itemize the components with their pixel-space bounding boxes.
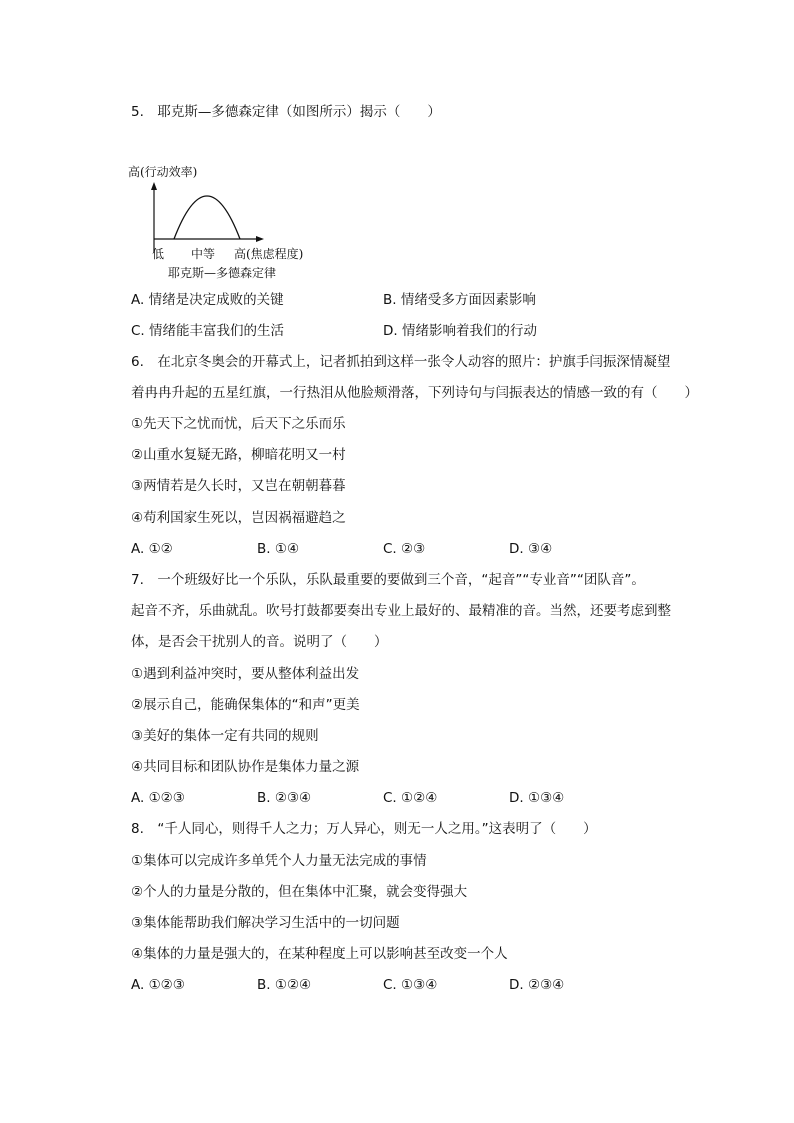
q6-option-d[interactable]: D. ③④ (509, 541, 553, 557)
q7-item-4: ④共同目标和团队协作是集体力量之源 (131, 759, 360, 775)
q7-option-a[interactable]: A. ①②③ (131, 790, 185, 806)
chart-x-label: 高(焦虑程度) (234, 247, 304, 261)
q8-item-2: ②个人的力量是分散的，但在集体中汇聚，就会变得强大 (131, 884, 468, 900)
q7-item-1: ①遇到利益冲突时，要从整体利益出发 (131, 666, 360, 682)
q7-option-b[interactable]: B. ②③④ (257, 790, 312, 806)
chart-x-tick-mid: 中等 (191, 247, 216, 261)
chart-y-arrow (151, 182, 157, 190)
q5-option-d[interactable]: D. 情绪影响着我们的行动 (383, 323, 537, 339)
q8-item-4: ④集体的力量是强大的，在某种程度上可以影响甚至改变一个人 (131, 946, 508, 962)
q8-option-b[interactable]: B. ①②④ (257, 977, 312, 993)
q6-stem-line-1: 6. 在北京冬奥会的开幕式上，记者抓拍到这样一张令人动容的照片：护旗手闫振深情凝望 (131, 354, 671, 370)
chart-y-label: 高(行动效率) (128, 165, 198, 179)
q7-option-c[interactable]: C. ①②④ (383, 790, 438, 806)
q8-item-1: ①集体可以完成许多单凭个人力量无法完成的事情 (131, 853, 427, 869)
q6-option-a[interactable]: A. ①② (131, 541, 173, 557)
chart-curve (174, 196, 240, 239)
q8-option-d[interactable]: D. ②③④ (509, 977, 565, 993)
q6-item-1: ①先天下之忧而忧，后天下之乐而乐 (131, 416, 346, 432)
q6-item-4: ④苟利国家生死以，岂因祸福避趋之 (131, 510, 346, 526)
q7-stem-line-1: 7. 一个班级好比一个乐队，乐队最重要的要做到三个音，“起音”“专业音”“团队音”。 (131, 572, 645, 588)
q7-stem-line-3: 体，是否会干扰别人的音。说明了（ ） (131, 634, 388, 650)
q7-item-2: ②展示自己，能确保集体的“和声”更美 (131, 697, 360, 713)
q8-option-c[interactable]: C. ①③④ (383, 977, 438, 993)
q5-option-b[interactable]: B. 情绪受多方面因素影响 (383, 292, 536, 308)
q7-stem-line-2: 起音不齐，乐曲就乱。吹号打鼓都要奏出专业上最好的、最精准的音。当然，还要考虑到整 (131, 603, 671, 619)
q8-item-3: ③集体能帮助我们解决学习生活中的一切问题 (131, 915, 400, 931)
chart-title: 耶克斯—多德森定律 (168, 266, 277, 280)
q8-option-a[interactable]: A. ①②③ (131, 977, 185, 993)
q5-option-c[interactable]: C. 情绪能丰富我们的生活 (131, 323, 285, 339)
q6-option-b[interactable]: B. ①④ (257, 541, 300, 557)
q8-stem: 8. “千人同心，则得千人之力；万人异心，则无一人之用。”这表明了（ ） (131, 821, 597, 837)
chart-x-tick-low: 低 (152, 247, 165, 261)
q6-stem-line-2: 着冉冉升起的五星红旗，一行热泪从他脸颊滑落，下列诗句与闫振表达的情感一致的有（ ） (131, 385, 698, 401)
q6-item-2: ②山重水复疑无路，柳暗花明又一村 (131, 447, 346, 463)
chart-x-arrow (256, 236, 264, 242)
q5-stem: 5. 耶克斯—多德森定律（如图所示）揭示（ ） (131, 104, 441, 120)
yerkes-dodson-chart (128, 160, 308, 280)
q7-option-d[interactable]: D. ①③④ (509, 790, 565, 806)
q5-option-a[interactable]: A. 情绪是决定成败的关键 (131, 292, 284, 308)
q6-option-c[interactable]: C. ②③ (383, 541, 426, 557)
q7-item-3: ③美好的集体一定有共同的规则 (131, 728, 319, 744)
q6-item-3: ③两情若是久长时，又岂在朝朝暮暮 (131, 478, 346, 494)
